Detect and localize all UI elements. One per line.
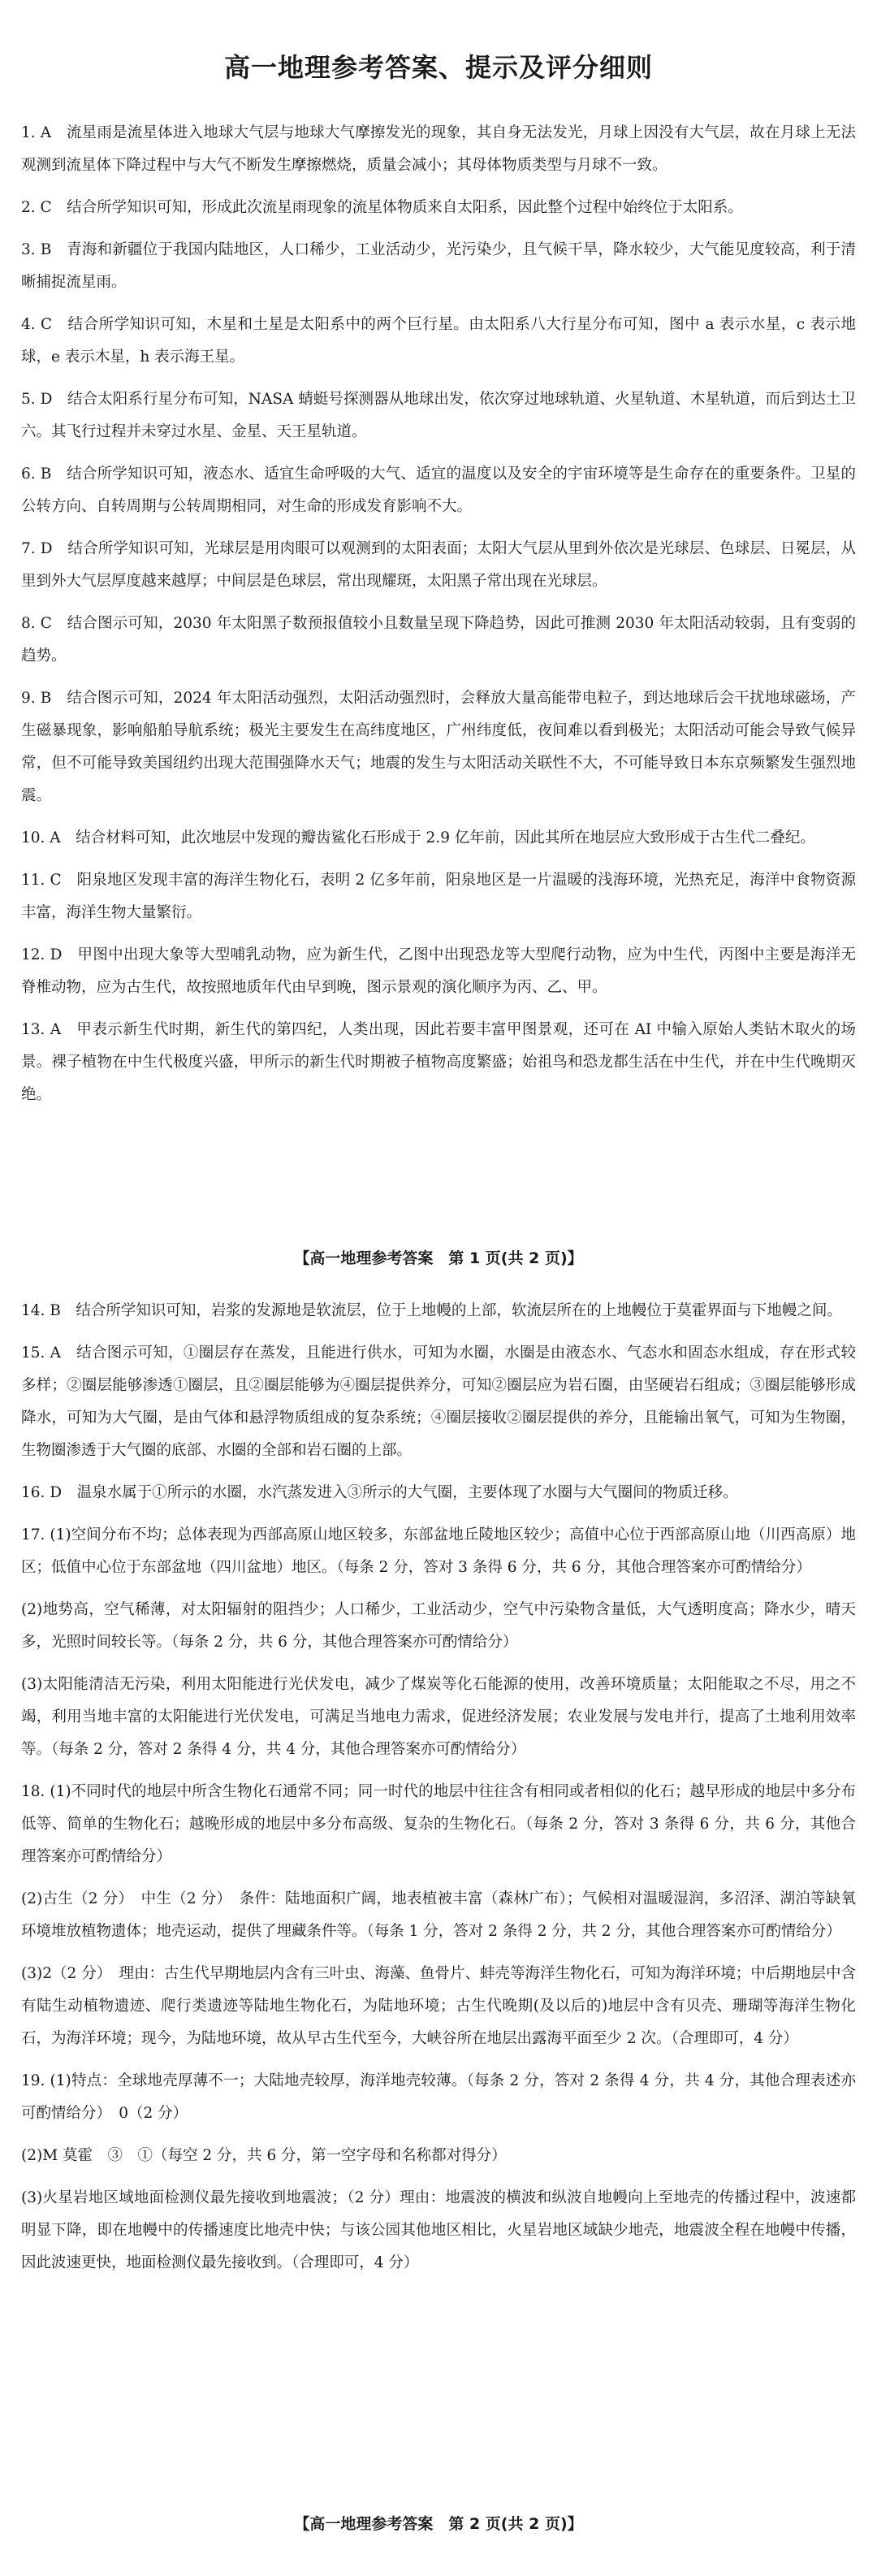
answer-item: 9. B 结合图示可知，2024 年太阳活动强烈，太阳活动强烈时，会释放大量高能带电粒子，到达地球后会干扰地球磁场，产生磁暴现象，影响船舶导航系统；极光主要发生在高纬度地区，广州纬度低，夜间难以看到极光；太阳活动可能会导致气候异常，但不可能导致美国纽约出现大范围强降水天气；地震的发生与太阳活动关联性不大，不可能导致日本东京频繁发生强烈地震。 [21,690,856,804]
answer-item: 5. D 结合太阳系行星分布可知，NASA 蜻蜓号探测器从地球出发，依次穿过地球轨道、火星轨道、木星轨道，而后到达土卫六。其飞行过程并未穿过水星、金星、天王星轨道。 [21,391,856,440]
answers-page-1 [21,117,856,1121]
answers-page-2 [21,1295,856,2289]
answer-item: 13. A 甲表示新生代时期，新生代的第四纪，人类出现，因此若要丰富甲图景观，还可在 AI 中输入原始人类钻木取火的场景。裸子植物在中生代极度兴盛，甲所示的新生代时期被子植物高度繁盛；始祖鸟和恐龙都生活在中生代，并在中生代晚期灭绝。 [21,1021,856,1103]
answer-subitem: (2)地势高，空气稀薄，对太阳辐射的阻挡少；人口稀少，工业活动少，空气中污染物含量低，大气透明度高；降水少，晴天多，光照时间较长等。（每条 2 分，共 6 分，其他合理答案亦可酌情给分） [21,1601,856,1651]
answer-item: 3. B 青海和新疆位于我国内陆地区，人口稀少，工业活动少，光污染少，且气候干旱，降水较少，大气能见度较高，利于清晰捕捉流星雨。 [21,241,856,291]
answer-item: 15. A 结合图示可知，①圈层存在蒸发，且能进行供水，可知为水圈，水圈是由液态水、气态水和固态水组成，存在形式较多样；②圈层能够渗透①圈层，且②圈层能够为④圈层提供养分，可知②圈层应为岩石圈，由坚硬岩石组成；③圈层能够形成降水，可知为大气圈，是由气体和悬浮物质组成的复杂系统；④圈层接收②圈层提供的养分，且能输出氧气，可知为生物圈，生物圈渗透于大气圈的底部、水圈的全部和岩石圈的上部。 [21,1344,856,1459]
answer-item: 19. (1)特点：全球地壳厚薄不一；大陆地壳较厚，海洋地壳较薄。（每条 2 分，答对 2 条得 4 分，共 4 分，其他合理表述亦可酌情给分） 0（2 分） [21,2072,856,2122]
answer-subitem: (2)古生（2 分） 中生（2 分） 条件：陆地面积广阔，地表植被丰富（森林广布）；气候相对温暖湿润，多沼泽、湖泊等缺氧环境堆放植物遗体；地壳运动，提供了埋藏条件等。（每条 1 分，答对 2 条得 2 分，共 2 分，其他合理答案亦可酌情给分） [21,1890,856,1940]
answer-item: 7. D 结合所学知识可知，光球层是用肉眼可以观测到的太阳表面；太阳大气层从里到外依次是光球层、色球层、日冕层，从里到外大气层厚度越来越厚；中间层是色球层，常出现耀斑，太阳黑子常出现在光球层。 [21,540,856,590]
page-footer: 【高一地理参考答案 第 1 页(共 2 页)】 [294,1249,583,1267]
document-title: 高一地理参考答案、提示及评分细则 [223,52,653,83]
answer-item: 10. A 结合材料可知，此次地层中发现的瓣齿鲨化石形成于 2.9 亿年前，因此其所在地层应大致形成于古生代二叠纪。 [21,829,815,846]
answer-item: 17. (1)空间分布不均；总体表现为西部高原山地区较多，东部盆地丘陵地区较少；高值中心位于西部高原山地（川西高原）地区；低值中心位于东部盆地（四川盆地）地区。（每条 2 分，答对 3 条得 6 分，共 6 分，其他合理答案亦可酌情给分） [21,1526,856,1576]
answer-item: 11. C 阳泉地区发现丰富的海洋生物化石，表明 2 亿多年前，阳泉地区是一片温暖的浅海环境，光热充足，海洋中食物资源丰富，海洋生物大量繁衍。 [21,872,856,921]
answer-item: 2. C 结合所学知识可知，形成此次流星雨现象的流星体物质来自太阳系，因此整个过程中始终位于太阳系。 [21,199,743,216]
answer-subitem: (3)火星岩地区域地面检测仪最先接收到地震波；（2 分）理由：地震波的横波和纵波自地幔向上至地壳的传播过程中，波速都明显下降，即在地幔中的传播速度比地壳中快；与该公园其他地区相比，火星岩地区域缺少地壳，地震波全程在地幔中传播，因此波速更快，地面检测仪最先接收到。（合理即可，4 分） [21,2189,856,2271]
answer-item: 18. (1)不同时代的地层中所含生物化石通常不同；同一时代的地层中往往含有相同或者相似的化石；越早形成的地层中多分布低等、简单的生物化石；越晚形成的地层中多分布高级、复杂的生物化石。（每条 2 分，答对 3 条得 6 分，共 6 分，其他合理答案亦可酌情给分） [21,1783,856,1865]
page-footer: 【高一地理参考答案 第 2 页(共 2 页)】 [294,2515,583,2533]
answer-subitem: (3)太阳能清洁无污染，利用太阳能进行光伏发电，减少了煤炭等化石能源的使用，改善环境质量；太阳能取之不尽，用之不竭，利用当地丰富的太阳能进行光伏发电，可满足当地电力需求，促进经济发展；农业发展与发电并行，提高了土地利用效率等。（每条 2 分，答对 2 条得 4 分，共 4 分，其他合理答案亦可酌情给分） [21,1676,856,1758]
answer-subitem: (3)2（2 分） 理由：古生代早期地层内含有三叶虫、海藻、鱼骨片、蚌壳等海洋生物化石，可知为海洋环境；中后期地层中含有陆生动植物遗迹、爬行类遗迹等陆地生物化石，为陆地环境；古生代晚期(及以后的)地层中含有贝壳、珊瑚等海洋生物化石，为海洋环境；现今，为陆地环境，故从早古生代至今，大峡谷所在地层出露海平面至少 2 次。（合理即可，4 分） [21,1965,856,2047]
answer-item: 12. D 甲图中出现大象等大型哺乳动物，应为新生代，乙图中出现恐龙等大型爬行动物，应为中生代，丙图中主要是海洋无脊椎动物，应为古生代，故按照地质年代由早到晚，图示景观的演化顺序为丙、乙、甲。 [21,946,856,996]
answer-item: 14. B 结合所学知识可知，岩浆的发源地是软流层，位于上地幔的上部，软流层所在的上地幔位于莫霍界面与下地幔之间。 [21,1302,842,1319]
answer-item: 8. C 结合图示可知，2030 年太阳黑子数预报值较小且数量呈现下降趋势，因此可推测 2030 年太阳活动较弱，且有变弱的趋势。 [21,615,856,665]
answer-item: 16. D 温泉水属于①所示的水圈，水汽蒸发进入③所示的大气圈，主要体现了水圈与大气圈间的物质迁移。 [21,1484,738,1501]
answer-item: 1. A 流星雨是流星体进入地球大气层与地球大气摩擦发光的现象，其自身无法发光，月球上因没有大气层，故在月球上无法观测到流星体下降过程中与大气不断发生摩擦燃烧，质量会减小；其母体物质类型与月球不一致。 [21,124,856,174]
answer-item: 4. C 结合所学知识可知，木星和土星是太阳系中的两个巨行星。由太阳系八大行星分布可知，图中 a 表示水星，c 表示地球，e 表示木星，h 表示海王星。 [21,316,856,366]
answer-subitem: (2)M 莫霍 ③ ①（每空 2 分，共 6 分，第一空字母和名称都对得分） [21,2147,507,2164]
answer-item: 6. B 结合所学知识可知，液态水、适宜生命呼吸的大气、适宜的温度以及安全的宇宙环境等是生命存在的重要条件。卫星的公转方向、自转周期与公转周期相同，对生命的形成发育影响不大。 [21,465,856,515]
